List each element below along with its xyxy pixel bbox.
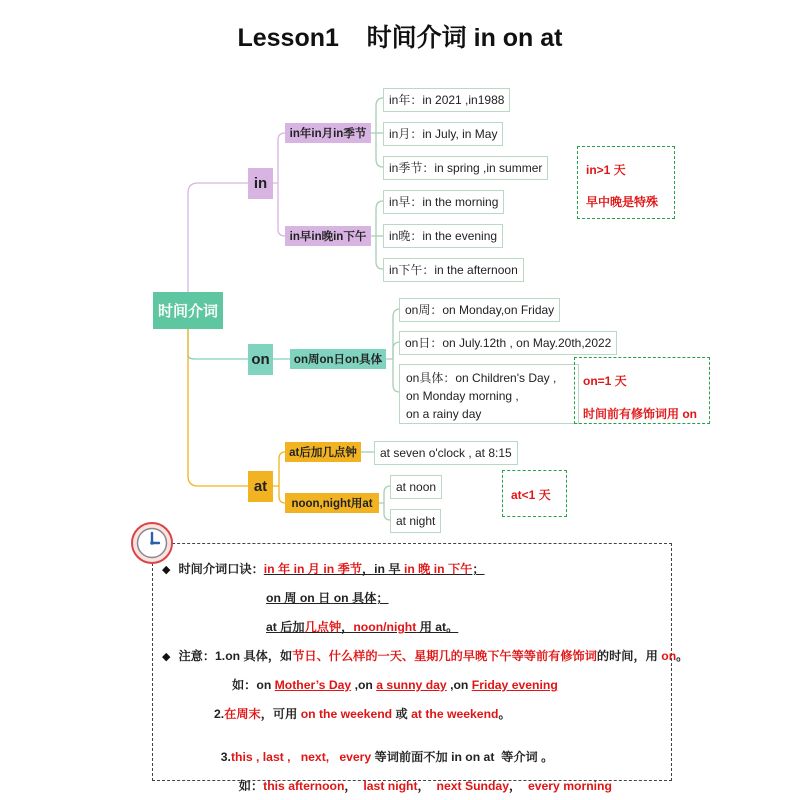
at-sub-noon-night: noon,night用at [285, 493, 379, 513]
tip-line-5: 如：on Mother’s Day ,on a sunny day ,on Friday evening [232, 678, 558, 692]
diamond-bullet-icon: ◆ [162, 651, 171, 663]
note-at-line-1: at<1 天 [511, 488, 551, 502]
leaf-on-specific-line-3: on a rainy day [406, 407, 482, 421]
branch-at: at [248, 471, 273, 502]
note-on-line-1: on=1 天 [583, 374, 627, 388]
at-sub-clock: at后加几点钟 [285, 442, 361, 462]
leaf-in-year: in年：in 2021 ,in1988 [383, 88, 510, 112]
leaf-on-specific-line-1: on具体：on Children's Day , [406, 371, 557, 385]
leaf-on-specific [399, 364, 579, 424]
leaf-on-date: on日：on July.12th , on May.20th,2022 [399, 331, 617, 355]
tip-line-2: on 周 on 日 on 具体； [266, 591, 389, 605]
on-sub-week-day: on周on日on具体 [290, 349, 386, 369]
tip-line-6: 2.在周末，可用 on the weekend 或 at the weekend。 [214, 707, 511, 721]
note-in-line-1: in>1 天 [586, 163, 626, 177]
leaf-at-night: at night [390, 509, 441, 533]
leaf-in-season: in季节：in spring ,in summer [383, 156, 548, 180]
leaf-in-month: in月：in July, in May [383, 122, 503, 146]
leaf-in-morning: in早：in the morning [383, 190, 504, 214]
tip-line-1: ◆ 时间介词口诀：in 年 in 月 in 季节，in 早 in 晚 in 下午； [162, 562, 485, 576]
diamond-bullet-icon: ◆ [162, 564, 171, 576]
in-sub-year-month-season: in年in月in季节 [285, 123, 371, 143]
branch-in: in [248, 168, 273, 199]
leaf-in-evening: in晚：in the evening [383, 224, 503, 248]
leaf-on-specific-line-2: on Monday morning , [406, 389, 519, 403]
clock-icon [130, 521, 174, 565]
leaf-at-noon: at noon [390, 475, 442, 499]
tip-line-4: ◆ 注意：1.on 具体，如节日、什么样的一天、星期几的早晚下午等等前有修饰词的时间，用 on。 [162, 649, 689, 663]
note-in-line-2: 早中晚是特殊 [586, 195, 659, 209]
leaf-in-afternoon: in下午：in the afternoon [383, 258, 524, 282]
tip-line-3: at 后加几点钟，noon/night 用 at。 [266, 620, 459, 634]
note-on [574, 357, 710, 424]
root-node: 时间介词 [153, 292, 223, 329]
in-sub-morning-evening: in早in晚in下午 [285, 226, 371, 246]
note-in [577, 146, 675, 219]
leaf-at-clock: at seven o'clock , at 8:15 [374, 441, 518, 465]
note-at [502, 470, 567, 517]
tip-line-7: 3.this , last , next, every 等词前面不加 in on at 等介词 。 [220, 750, 554, 764]
leaf-on-week: on周：on Monday,on Friday [399, 298, 560, 322]
note-on-line-2: 时间前有修饰词用 on [583, 407, 697, 421]
tip-line-8: 如：this afternoon， last night， next Sunday， every morning [238, 779, 612, 793]
page-title: Lesson1 时间介词 in on at [237, 24, 563, 52]
branch-on: on [248, 344, 273, 375]
